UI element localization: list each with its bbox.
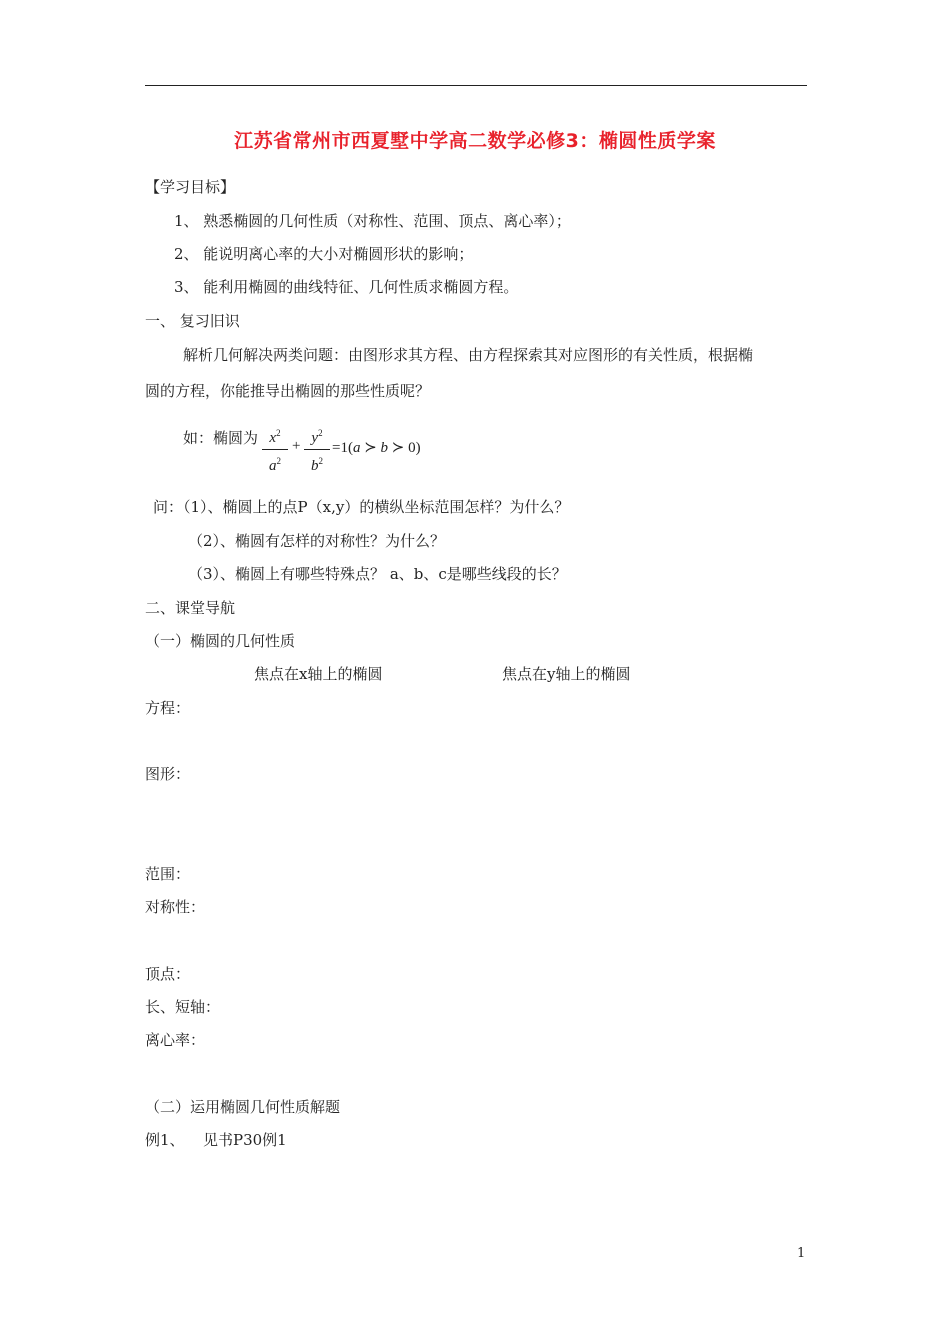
classroom-heading: 二、课堂导航 <box>145 599 236 617</box>
header-rule <box>145 85 807 86</box>
review-paragraph-line1: 解析几何解决两类问题：由图形求其方程、由方程探索其对应图形的有关性质，根据椭 <box>183 346 754 364</box>
page-number: 1 <box>797 1246 806 1261</box>
question-1: 问：（1）、椭圆上的点P（x,y）的横纵坐标范围怎样？为什么？ <box>153 498 570 516</box>
applications-subheading: （二）运用椭圆几何性质解题 <box>145 1098 341 1116</box>
equation-condition: =1(a ≻ b ≻ 0) <box>332 440 421 456</box>
example-1-label: 例1、 <box>145 1131 185 1149</box>
properties-subheading: （一）椭圆的几何性质 <box>145 632 296 650</box>
row-label-eccentricity: 离心率： <box>145 1031 206 1049</box>
row-label-figure: 图形： <box>145 765 191 783</box>
row-label-vertices: 顶点： <box>145 965 191 983</box>
objectives-heading: 【学习目标】 <box>145 178 236 196</box>
example-1-text: 见书P30例1 <box>203 1131 287 1149</box>
row-label-equation: 方程： <box>145 699 191 717</box>
row-label-symmetry: 对称性： <box>145 898 206 916</box>
row-label-range: 范围： <box>145 865 191 883</box>
ellipse-equation <box>262 424 462 476</box>
example-prefix: 如：椭圆为 <box>183 429 259 447</box>
question-3: （3）、椭圆上有哪些特殊点？ a、b、c是哪些线段的长？ <box>188 565 567 583</box>
column-header-x-axis: 焦点在x轴上的椭圆 <box>254 665 383 683</box>
objective-item-1: 1、 熟悉椭圆的几何性质（对称性、范围、顶点、离心率）； <box>174 212 571 230</box>
objective-item-2: 2、 能说明离心率的大小对椭圆形状的影响； <box>174 245 474 263</box>
plus-sign: + <box>292 438 301 454</box>
page-title: 江苏省常州市西夏墅中学高二数学必修3：椭圆性质学案 <box>234 130 716 152</box>
question-2: （2）、椭圆有怎样的对称性？为什么？ <box>188 532 446 550</box>
review-heading: 一、 复习旧识 <box>145 312 240 330</box>
fraction-x-over-a: $x^2$ $a^2$ <box>262 424 288 475</box>
objective-item-3: 3、 能利用椭圆的曲线特征、几何性质求椭圆方程。 <box>174 278 519 296</box>
row-label-axes: 长、短轴： <box>145 998 221 1016</box>
column-header-y-axis: 焦点在y轴上的椭圆 <box>502 665 631 683</box>
review-paragraph-line2: 圆的方程，你能推导出椭圆的那些性质呢？ <box>145 382 431 400</box>
fraction-y-over-b: $y^2$ $b^2$ <box>304 424 330 475</box>
